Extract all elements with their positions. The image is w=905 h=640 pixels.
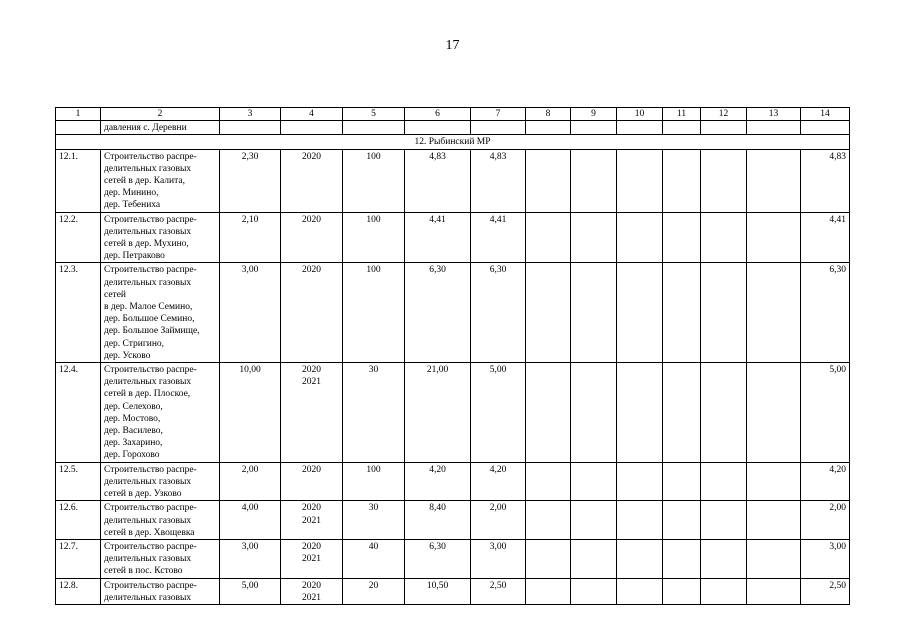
cell — [663, 149, 701, 212]
years: 2020 2021 — [281, 578, 343, 604]
cell — [747, 212, 801, 263]
percent: 30 — [343, 501, 405, 540]
cell — [701, 462, 747, 501]
cell — [663, 263, 701, 363]
length: 5,00 — [220, 578, 281, 604]
total-cost: 6,30 — [405, 539, 471, 578]
row-number: 12.8. — [56, 578, 101, 604]
table-body — [56, 108, 850, 605]
section-title: 12. Рыбинский МР — [56, 135, 850, 149]
column-number-3: 3 — [220, 108, 281, 121]
cell — [663, 462, 701, 501]
project-name: Строительство распре- делительных газовых сетей в дер. Калита, дер. Минино, дер. Тебениха — [101, 149, 220, 212]
table-row — [56, 263, 850, 363]
section-row — [56, 135, 850, 149]
percent: 100 — [343, 212, 405, 263]
project-name: Строительство распре- делительных газовых сетей в дер. Узково — [101, 462, 220, 501]
length: 2,30 — [220, 149, 281, 212]
cell — [701, 501, 747, 540]
project-name: Строительство распре- делительных газовых сетей в пос. Кстово — [101, 539, 220, 578]
column-number-7: 7 — [471, 108, 526, 121]
column-number-1: 1 — [56, 108, 101, 121]
cell — [747, 578, 801, 604]
cell — [747, 501, 801, 540]
continuation-row — [56, 121, 850, 135]
total-cost: 10,50 — [405, 578, 471, 604]
cell — [617, 149, 663, 212]
column-number-9: 9 — [571, 108, 617, 121]
cell — [701, 578, 747, 604]
table-row — [56, 212, 850, 263]
table-row — [56, 363, 850, 463]
table-row — [56, 578, 850, 604]
cell — [747, 462, 801, 501]
table-row — [56, 501, 850, 540]
percent: 30 — [343, 363, 405, 463]
cell — [747, 149, 801, 212]
row-number: 12.7. — [56, 539, 101, 578]
cell — [571, 578, 617, 604]
column-number-8: 8 — [526, 108, 571, 121]
total-cost: 8,40 — [405, 501, 471, 540]
column-14-value: 5,00 — [801, 363, 850, 463]
cell — [571, 462, 617, 501]
cost-2020: 3,00 — [471, 539, 526, 578]
cell — [617, 212, 663, 263]
cell — [526, 462, 571, 501]
cell — [526, 363, 571, 463]
cell — [701, 149, 747, 212]
cell — [56, 121, 101, 135]
total-cost: 4,20 — [405, 462, 471, 501]
years: 2020 2021 — [281, 539, 343, 578]
cell — [526, 578, 571, 604]
project-name: Строительство распре- делительных газовых сетей в дер. Плоское, дер. Селехово, дер. Мостово, дер. Василево, дер. Захарино, дер. Горохово — [101, 363, 220, 463]
table-row — [56, 462, 850, 501]
column-number-4: 4 — [281, 108, 343, 121]
total-cost: 4,83 — [405, 149, 471, 212]
column-number-2: 2 — [101, 108, 220, 121]
cell — [526, 539, 571, 578]
cell — [663, 501, 701, 540]
column-number-5: 5 — [343, 108, 405, 121]
length: 10,00 — [220, 363, 281, 463]
cell — [617, 363, 663, 463]
cost-2020: 6,30 — [471, 263, 526, 363]
cell — [526, 212, 571, 263]
project-name: Строительство распре- делительных газовых сетей в дер. Мухино, дер. Петраково — [101, 212, 220, 263]
cost-2020: 2,50 — [471, 578, 526, 604]
cell — [526, 501, 571, 540]
total-cost: 6,30 — [405, 263, 471, 363]
cell — [701, 263, 747, 363]
percent: 100 — [343, 462, 405, 501]
column-number-14: 14 — [801, 108, 850, 121]
cell — [747, 539, 801, 578]
length: 3,00 — [220, 263, 281, 363]
total-cost: 4,41 — [405, 212, 471, 263]
years: 2020 2021 — [281, 501, 343, 540]
column-number-row — [56, 108, 850, 121]
cell — [571, 363, 617, 463]
years: 2020 — [281, 263, 343, 363]
length: 4,00 — [220, 501, 281, 540]
project-name: Строительство распре- делительных газовых сетей в дер. Малое Семино, дер. Большое Семино, дер. Большое Займище, дер. Стригино, дер. Усково — [101, 263, 220, 363]
cell — [571, 263, 617, 363]
cell — [663, 212, 701, 263]
cell — [526, 263, 571, 363]
project-name: Строительство распре- делительных газовых — [101, 578, 220, 604]
years: 2020 — [281, 149, 343, 212]
cost-2020: 4,20 — [471, 462, 526, 501]
continuation-text: давления с. Деревни — [101, 121, 220, 135]
investment-table — [55, 107, 850, 605]
cell — [571, 149, 617, 212]
years: 2020 2021 — [281, 363, 343, 463]
page-number: 17 — [445, 38, 460, 53]
cell — [571, 501, 617, 540]
column-number-11: 11 — [663, 108, 701, 121]
cell — [617, 539, 663, 578]
table-row — [56, 149, 850, 212]
cost-2020: 5,00 — [471, 363, 526, 463]
length: 2,10 — [220, 212, 281, 263]
column-14-value: 4,83 — [801, 149, 850, 212]
cost-2020: 4,41 — [471, 212, 526, 263]
project-name: Строительство распре- делительных газовых сетей в дер. Хвощевка — [101, 501, 220, 540]
cell — [701, 363, 747, 463]
row-number: 12.5. — [56, 462, 101, 501]
column-14-value: 3,00 — [801, 539, 850, 578]
cell — [571, 539, 617, 578]
table-row — [56, 539, 850, 578]
percent: 20 — [343, 578, 405, 604]
column-number-12: 12 — [701, 108, 747, 121]
column-14-value: 6,30 — [801, 263, 850, 363]
column-14-value: 2,50 — [801, 578, 850, 604]
cost-2020: 2,00 — [471, 501, 526, 540]
cell — [571, 212, 617, 263]
row-number: 12.6. — [56, 501, 101, 540]
cell — [617, 462, 663, 501]
cell — [663, 539, 701, 578]
cell — [701, 212, 747, 263]
column-number-13: 13 — [747, 108, 801, 121]
cell — [617, 263, 663, 363]
cell — [747, 363, 801, 463]
column-14-value: 2,00 — [801, 501, 850, 540]
cost-2020: 4,83 — [471, 149, 526, 212]
column-14-value: 4,41 — [801, 212, 850, 263]
cell — [617, 578, 663, 604]
percent: 100 — [343, 263, 405, 363]
cell — [701, 539, 747, 578]
cell — [617, 501, 663, 540]
length: 2,00 — [220, 462, 281, 501]
column-number-6: 6 — [405, 108, 471, 121]
row-number: 12.3. — [56, 263, 101, 363]
column-number-10: 10 — [617, 108, 663, 121]
length: 3,00 — [220, 539, 281, 578]
row-number: 12.1. — [56, 149, 101, 212]
percent: 100 — [343, 149, 405, 212]
row-number: 12.4. — [56, 363, 101, 463]
cell — [747, 263, 801, 363]
years: 2020 — [281, 462, 343, 501]
percent: 40 — [343, 539, 405, 578]
cell — [663, 363, 701, 463]
row-number: 12.2. — [56, 212, 101, 263]
cell — [663, 578, 701, 604]
years: 2020 — [281, 212, 343, 263]
column-14-value: 4,20 — [801, 462, 850, 501]
cell — [526, 149, 571, 212]
total-cost: 21,00 — [405, 363, 471, 463]
